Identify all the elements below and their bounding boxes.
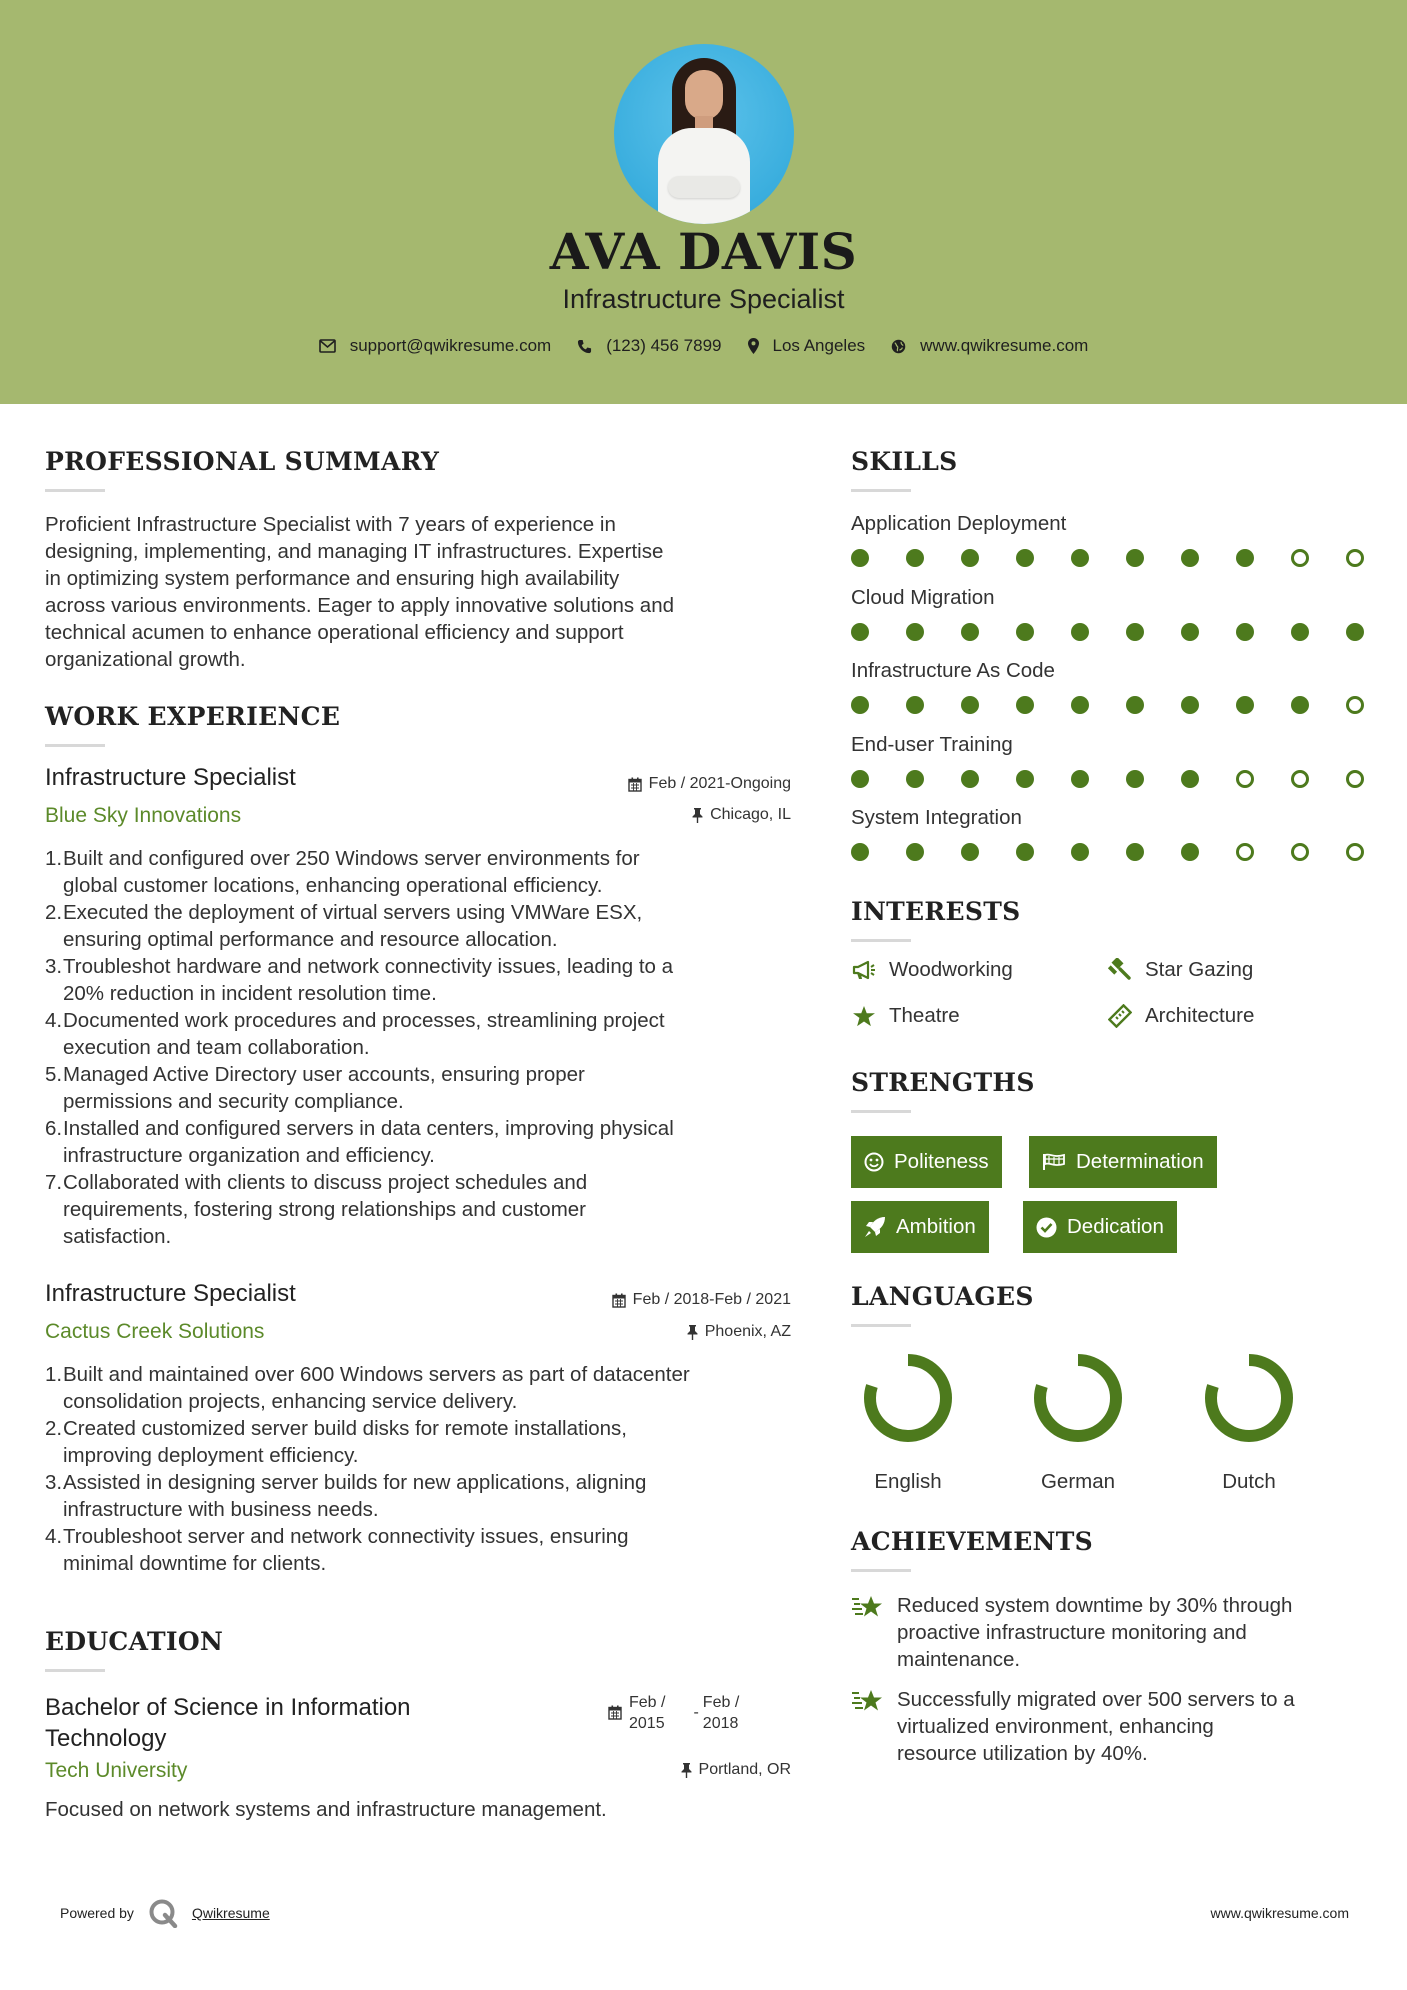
- contact-website[interactable]: [891, 336, 1088, 356]
- job-date: Feb / 2018-Feb / 2021: [560, 1291, 791, 1309]
- rating-dot-filled: [851, 549, 869, 567]
- rating-dot-filled: [851, 623, 869, 641]
- language-ring: [860, 1350, 956, 1446]
- list-item: 1. Built and maintained over 600 Windows servers as part of datacenter consolidation projects, enhancing service delivery.: [45, 1363, 690, 1413]
- rating-dot-filled: [1291, 623, 1309, 641]
- powered-by-text: Powered by: [60, 1905, 134, 1921]
- rating-dot-filled: [1016, 770, 1034, 788]
- rating-dot-filled: [906, 549, 924, 567]
- strength-badge: Ambition: [851, 1201, 989, 1253]
- smile-icon: [864, 1152, 884, 1172]
- languages-divider: [851, 1324, 911, 1327]
- skill-name: Application Deployment: [851, 512, 1067, 535]
- skill-name: System Integration: [851, 806, 1022, 829]
- language-label: English: [874, 1470, 942, 1493]
- list-item: 4. Documented work procedures and processes, streamlining project execution and team collaboration.: [45, 1009, 665, 1059]
- school-name: Tech University: [45, 1759, 188, 1782]
- list-item: 5. Managed Active Directory user accounts, ensuring proper permissions and security compliance.: [45, 1063, 585, 1113]
- interests-heading: INTERESTS: [851, 897, 1021, 926]
- summary-text: Proficient Infrastructure Specialist with 7 years of experience in designing, implementing, and managing IT infrastructures. Expertise in optimizing system performance and ensuring high availability across various environments. Eager to apply innovative solutions and technical acumen to enhance operational efficiency and support organizational growth.: [45, 513, 675, 671]
- job-location: Chicago, IL: [560, 806, 791, 824]
- list-item: 3. Assisted in designing server builds for new applications, aligning infrastructure with business needs.: [45, 1471, 647, 1521]
- pushpin-icon: [687, 1325, 698, 1340]
- skill-rating: [851, 770, 1371, 790]
- candidate-name: AVA DAVIS: [549, 222, 858, 281]
- job-title: Infrastructure Specialist: [45, 1280, 296, 1307]
- rating-dot-filled: [1181, 770, 1199, 788]
- website-text: www.qwikresume.com: [920, 336, 1089, 355]
- language-ring: [1201, 1350, 1297, 1446]
- job-title: Infrastructure Specialist: [45, 764, 296, 791]
- rating-dot-filled: [1016, 696, 1034, 714]
- header-band: [0, 0, 1407, 404]
- skill-name: End-user Training: [851, 732, 1013, 756]
- rating-dot-empty: [1236, 770, 1254, 788]
- email-text: support@qwikresume.com: [349, 336, 552, 355]
- rating-dot-filled: [1016, 623, 1034, 641]
- strength-badge: Determination: [1029, 1136, 1217, 1188]
- interest-item: Woodworking: [851, 958, 1013, 982]
- rating-dot-filled: [1016, 549, 1034, 567]
- rating-dot-filled: [906, 770, 924, 788]
- rating-dot-filled: [1071, 623, 1089, 641]
- languages-heading: LANGUAGES: [851, 1282, 1034, 1311]
- ruler-icon: [1107, 1004, 1133, 1028]
- experience-heading: WORK EXPERIENCE: [45, 702, 341, 731]
- contact-bar: [0, 336, 1407, 356]
- language-ring: [1030, 1350, 1126, 1446]
- footer-website[interactable]: www.qwikresume.com: [1210, 1905, 1349, 1921]
- language-ring-arc: [1211, 1360, 1287, 1436]
- rating-dot-filled: [1181, 696, 1199, 714]
- rating-dot-filled: [1016, 843, 1034, 861]
- phone-icon: [577, 339, 592, 354]
- location-text: Los Angeles: [772, 336, 866, 355]
- rating-dot-empty: [1346, 770, 1364, 788]
- candidate-role: Infrastructure Specialist: [562, 284, 845, 314]
- education-date: Feb / 2015 - Feb / 2018: [608, 1692, 798, 1734]
- list-item: 6. Installed and configured servers in data centers, improving physical infrastructure organization and efficiency.: [45, 1117, 674, 1167]
- rating-dot-filled: [961, 843, 979, 861]
- strength-badge: Politeness: [851, 1136, 1002, 1188]
- job-location: Phoenix, AZ: [560, 1323, 791, 1341]
- list-item: 3. Troubleshot hardware and network connectivity issues, leading to a 20% reduction in incident resolution time.: [45, 955, 674, 1005]
- rating-dot-filled: [906, 843, 924, 861]
- rating-dot-filled: [1181, 549, 1199, 567]
- rating-dot-empty: [1236, 843, 1254, 861]
- rating-dot-filled: [1181, 623, 1199, 641]
- language-label: Dutch: [1222, 1470, 1276, 1493]
- footer-powered: [60, 1898, 270, 1928]
- education-description: Focused on network systems and infrastructure management.: [45, 1798, 607, 1821]
- gavel-icon: [1107, 958, 1133, 982]
- rating-dot-filled: [1126, 696, 1144, 714]
- rating-dot-filled: [851, 770, 869, 788]
- megaphone-icon: [851, 958, 877, 982]
- rating-dot-filled: [1291, 696, 1309, 714]
- achievements-divider: [851, 1569, 911, 1572]
- achievement-item: Reduced system downtime by 30% through proactive infrastructure monitoring and maintenance.: [851, 1592, 1371, 1673]
- rating-dot-filled: [1236, 696, 1254, 714]
- language-ring-arc: [1040, 1360, 1116, 1436]
- calendar-icon: [628, 777, 642, 792]
- strength-badge: Dedication: [1023, 1201, 1177, 1253]
- degree-title: Bachelor of Science in Information Technology: [45, 1694, 411, 1752]
- list-item: 1. Built and configured over 250 Windows server environments for global customer locations, enhancing operational efficiency.: [45, 847, 640, 897]
- skill-rating: [851, 843, 1371, 863]
- skill-rating: [851, 549, 1371, 569]
- strengths-divider: [851, 1110, 911, 1113]
- education-divider: [45, 1669, 105, 1672]
- star-icon: [851, 1004, 877, 1028]
- envelope-icon: [319, 339, 336, 353]
- summary-divider: [45, 489, 105, 492]
- flag-icon: [1042, 1153, 1066, 1171]
- job-date: Feb / 2021-Ongoing: [560, 775, 791, 793]
- rating-dot-filled: [906, 623, 924, 641]
- education-heading: EDUCATION: [45, 1627, 224, 1656]
- calendar-icon: [608, 1705, 622, 1720]
- qwikresume-link[interactable]: Qwikresume: [191, 1905, 270, 1921]
- globe-icon: [891, 339, 906, 354]
- star-badge-icon: [851, 1594, 885, 1673]
- rating-dot-empty: [1291, 549, 1309, 567]
- rating-dot-empty: [1291, 843, 1309, 861]
- rocket-icon: [864, 1216, 886, 1238]
- company-name: Blue Sky Innovations: [45, 804, 242, 827]
- rating-dot-filled: [961, 696, 979, 714]
- language-item: [848, 1350, 968, 1494]
- contact-phone[interactable]: [577, 336, 721, 356]
- rating-dot-filled: [1071, 696, 1089, 714]
- skill-name: Cloud Migration: [851, 585, 995, 609]
- job-bullets: [45, 845, 805, 1250]
- list-item: 7. Collaborated with clients to discuss project schedules and requirements, fostering strong relationships and customer satisfaction.: [45, 1171, 588, 1248]
- rating-dot-empty: [1346, 696, 1364, 714]
- skill-name: Infrastructure As Code: [851, 659, 1055, 682]
- skills-divider: [851, 489, 911, 492]
- qwikresume-logo-icon: [148, 1898, 178, 1928]
- pushpin-icon: [681, 1763, 692, 1778]
- rating-dot-filled: [1071, 549, 1089, 567]
- interest-item: Theatre: [851, 1004, 960, 1028]
- map-pin-icon: [748, 338, 759, 354]
- interest-item: Star Gazing: [1107, 958, 1253, 982]
- list-item: 4. Troubleshoot server and network connectivity issues, ensuring minimal downtime for clients.: [45, 1525, 629, 1575]
- job-bullets: [45, 1361, 805, 1577]
- rating-dot-filled: [906, 696, 924, 714]
- rating-dot-filled: [851, 696, 869, 714]
- rating-dot-filled: [1126, 623, 1144, 641]
- rating-dot-filled: [1236, 549, 1254, 567]
- experience-divider: [45, 744, 105, 747]
- list-item: 2. Created customized server build disks for remote installations, improving deployment efficiency.: [45, 1417, 627, 1467]
- rating-dot-empty: [1346, 843, 1364, 861]
- strengths-heading: STRENGTHS: [851, 1068, 1035, 1097]
- rating-dot-filled: [1071, 843, 1089, 861]
- contact-email[interactable]: [319, 336, 552, 356]
- contact-location: [748, 336, 866, 356]
- rating-dot-filled: [1181, 843, 1199, 861]
- rating-dot-filled: [961, 549, 979, 567]
- list-item: 2. Executed the deployment of virtual servers using VMWare ESX, ensuring optimal performance and resource allocation.: [45, 901, 643, 951]
- rating-dot-filled: [1071, 770, 1089, 788]
- rating-dot-empty: [1346, 549, 1364, 567]
- rating-dot-filled: [851, 843, 869, 861]
- language-item: [1189, 1350, 1309, 1494]
- skill-rating: [851, 623, 1371, 643]
- company-name: Cactus Creek Solutions: [45, 1320, 265, 1343]
- summary-heading: PROFESSIONAL SUMMARY: [45, 447, 440, 476]
- profile-photo: [614, 44, 794, 224]
- language-item: [1018, 1350, 1138, 1494]
- pushpin-icon: [692, 808, 703, 823]
- check-circle-icon: [1036, 1217, 1057, 1238]
- calendar-icon: [612, 1293, 626, 1308]
- rating-dot-filled: [1126, 770, 1144, 788]
- rating-dot-filled: [961, 623, 979, 641]
- skill-rating: [851, 696, 1371, 716]
- rating-dot-empty: [1291, 770, 1309, 788]
- star-badge-icon: [851, 1688, 885, 1767]
- interest-item: Architecture: [1107, 1004, 1254, 1028]
- education-location: Portland, OR: [560, 1761, 791, 1779]
- rating-dot-filled: [961, 770, 979, 788]
- rating-dot-filled: [1126, 843, 1144, 861]
- rating-dot-filled: [1346, 623, 1364, 641]
- achievements-heading: ACHIEVEMENTS: [851, 1527, 1093, 1556]
- rating-dot-filled: [1126, 549, 1144, 567]
- phone-text: (123) 456 7899: [606, 336, 722, 355]
- rating-dot-filled: [1236, 623, 1254, 641]
- language-ring-arc: [870, 1360, 946, 1436]
- interests-divider: [851, 939, 911, 942]
- skills-heading: SKILLS: [851, 447, 958, 476]
- achievement-item: Successfully migrated over 500 servers to a virtualized environment, enhancing resource utilization by 40%.: [851, 1686, 1371, 1767]
- language-label: German: [1040, 1470, 1116, 1493]
